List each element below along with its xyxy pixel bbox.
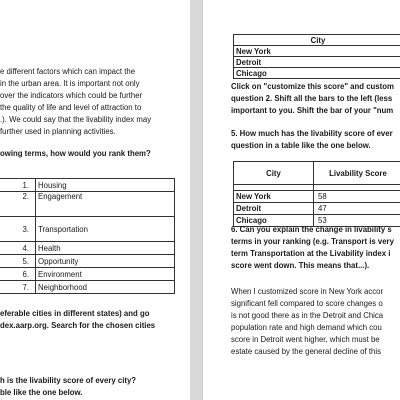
rank-label: Neighborhood xyxy=(36,281,175,294)
column-header: City xyxy=(234,162,314,185)
table-row xyxy=(234,191,400,203)
livability-table xyxy=(233,161,400,227)
rank-number: 4. xyxy=(0,242,36,255)
table-row xyxy=(0,217,175,242)
page-gutter xyxy=(190,0,203,400)
table-row xyxy=(0,268,175,281)
table-row xyxy=(234,57,400,68)
answer-line: population rate and high demand which cou xyxy=(231,323,382,332)
city-cell: Chicago xyxy=(234,68,400,79)
rank-number: 1. xyxy=(0,179,36,192)
rankings-table xyxy=(0,178,175,294)
score-question-line: h is the livability score of every city? xyxy=(0,376,137,385)
column-header: Livability Score xyxy=(314,162,400,185)
table-row xyxy=(234,46,400,57)
answer-line: When I customized score in New York accor xyxy=(231,287,384,296)
q6-line: score went down. This means that...). xyxy=(231,261,370,270)
city-cell: Chicago xyxy=(234,215,314,227)
q6-line: 6. Can you explain the change in livability s xyxy=(231,225,392,234)
left-page xyxy=(0,0,190,400)
answer-line: score in Detroit went higher, which must be xyxy=(231,335,380,344)
table-row xyxy=(0,281,175,294)
rank-number: 5. xyxy=(0,255,36,268)
table-row xyxy=(0,179,175,192)
table-row xyxy=(0,255,175,268)
rank-number: 7. xyxy=(0,281,36,294)
customize-line: question 2. Shift all the bars to the left (less xyxy=(231,94,393,103)
rank-number: 3. xyxy=(0,217,36,242)
rank-label: Engagement xyxy=(36,192,175,217)
intro-line: over the indicators which could be further xyxy=(0,91,143,100)
intro-line: in the urban area. It is important not only xyxy=(0,79,140,88)
answer-line: significant fell compared to score changes o xyxy=(231,299,383,308)
table-row xyxy=(234,203,400,215)
q5-line: question in a table like the one below. xyxy=(231,141,371,150)
rank-label: Environment xyxy=(36,268,175,281)
city-cell: Detroit xyxy=(234,203,314,215)
score-cell: 47 xyxy=(314,203,400,215)
score-cell: 58 xyxy=(314,191,400,203)
table-header-row xyxy=(234,162,400,185)
city-table xyxy=(233,34,400,79)
cities-instruction-line: dex.aarp.org. Search for the chosen cities xyxy=(0,321,156,330)
city-cell: New York xyxy=(234,191,314,203)
right-page xyxy=(203,0,400,400)
rank-label: Transportation xyxy=(36,217,175,242)
q6-line: term Transportation at the Livability index i xyxy=(231,249,391,258)
intro-line: e different factors which can impact the xyxy=(0,67,136,76)
intro-line: further used in planning activities. xyxy=(0,127,116,136)
table-row xyxy=(0,242,175,255)
score-cell: 53 xyxy=(314,215,400,227)
cities-instruction-line: eferable cities in different states) and go xyxy=(0,309,150,318)
answer-line: is not good there as in the Detroit and Chica xyxy=(231,311,384,320)
column-header: City xyxy=(234,35,400,46)
rank-question: owing terms, how would you rank them? xyxy=(0,149,151,158)
rank-label: Opportunity xyxy=(36,255,175,268)
customize-line: important to you. Shift the bar of your "num xyxy=(231,106,394,115)
table-header-row xyxy=(234,35,400,46)
customize-line: Click on "customize this score" and custom xyxy=(231,82,394,91)
rank-label: Housing xyxy=(36,179,175,192)
table-row xyxy=(234,68,400,79)
rank-number: 6. xyxy=(0,268,36,281)
city-cell: New York xyxy=(234,46,400,57)
answer-line: estate caused by the general decline of this xyxy=(231,347,381,356)
rank-label: Health xyxy=(36,242,175,255)
city-cell: Detroit xyxy=(234,57,400,68)
q6-line: terms in your ranking (e.g. Transport is very xyxy=(231,237,394,246)
rank-number: 2. xyxy=(0,192,36,217)
score-question-line: ble like the one below. xyxy=(0,388,83,397)
table-row xyxy=(0,192,175,217)
intro-line: .). We could say that the livability index may xyxy=(0,115,152,124)
q5-line: 5. How much has the livability score of ever xyxy=(231,129,393,138)
intro-line: the quality of life and level of attraction to xyxy=(0,103,142,112)
